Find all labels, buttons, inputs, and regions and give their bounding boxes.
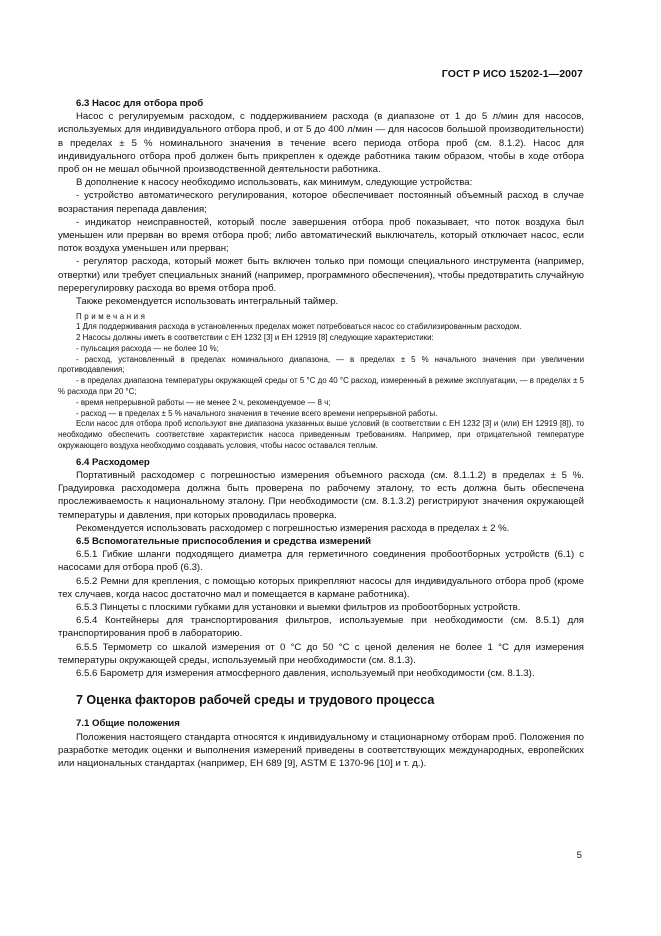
paragraph: 6.5.3 Пинцеты с плоскими губками для установки и выемки фильтров из пробоотборных устройств. bbox=[76, 602, 521, 614]
note-text: - время непрерывной работы — не менее 2 ч, рекомендуемое — 8 ч; bbox=[76, 397, 331, 407]
page-number: 5 bbox=[576, 850, 582, 861]
note-text: 1 Для поддерживания расхода в установленных пределах может потребоваться насос со стабилизированным расходом. bbox=[76, 322, 522, 332]
paragraph: 6.5.1 Гибкие шланги подходящего диаметра для герметичного соединения пробоотборных устройств (6.1) с насосами для отбора проб (6.3). bbox=[58, 549, 584, 574]
paragraph: В дополнение к насосу необходимо использовать, как минимум, следующие устройства: bbox=[76, 177, 473, 189]
notes-title: Примечания bbox=[76, 312, 148, 322]
paragraph: 6.5.6 Барометр для измерения атмосферного давления, используемый при необходимости (см. 8.1.3). bbox=[76, 668, 535, 680]
standard-header: ГОСТ Р ИСО 15202-1—2007 bbox=[441, 68, 583, 80]
note-text: - расход — в пределах ± 5 % начального значения в течение всего времени непрерывной работы. bbox=[76, 408, 438, 418]
section-heading: 6.5 Вспомогательные приспособления и средства измерений bbox=[76, 536, 372, 548]
section-heading: 6.3 Насос для отбора проб bbox=[76, 98, 204, 109]
paragraph: Положения настоящего стандарта относятся к индивидуальному и стационарному отборам проб. Положения по разработке методик оценки и выполнения измерений приведены в соответствующих международных, европейских или национальных стандартах (например, ЕН 689 [9], ASTM E 1370-96 [10] и т. д.). bbox=[58, 731, 584, 770]
paragraph: Рекомендуется использовать расходомер с погрешностью измерения расхода в пределах ± 2 %. bbox=[76, 522, 510, 534]
note-text: Если насос для отбора проб используют вне диапазона указанных выше условий (в соответствии с ЕН 1232 [3] и (или) ЕН 12919 [8]), то необходимо обеспечить соответствие характеристик насоса приведенным требованиям. Например, при отрицательной температуре окружающего воздуха необходимо создавать условия, чтобы насос оставался теплым. bbox=[58, 419, 584, 451]
paragraph: 6.5.4 Контейнеры для транспортирования фильтров, используемые при необходимости (см. 8.5.1) для транспортирования проб в лабораторию. bbox=[58, 615, 584, 640]
document-body bbox=[58, 97, 584, 770]
paragraph: Также рекомендуется использовать интегральный таймер. bbox=[76, 296, 339, 308]
paragraph: 6.5.5 Термометр со шкалой измерения от 0 °С до 50 °С с ценой деления не более 1 °С для измерения температуры окружающей среды, используемый при необходимости (см. 8.1.3). bbox=[58, 641, 584, 666]
paragraph: Насос с регулируемым расходом, с поддерживанием расхода (в диапазоне от 1 до 5 л/мин для насосов, используемых для индивидуального отбора проб, и от 5 до 400 л/мин — для насосов большой производительности) в пределах ± 5 % номинального значения в течение всего периода отбора проб (см. 8.1.2). Насос для индивидуального отбора проб должен быть прикреплен к одежде работника таким образом, чтобы в ходе отбора проб он не мешал обычной производственной деятельности работника. bbox=[58, 111, 584, 176]
note-text: - пульсация расхода — не более 10 %; bbox=[76, 343, 219, 353]
paragraph: - индикатор неисправностей, который после завершения отбора проб показывает, что поток воздуха был уменьшен или прерван во время отбора проб; либо автоматический выключатель, который отключает насос, если поток воздуха уменьшен или прерван; bbox=[58, 216, 584, 255]
note-text: - расход, установленный в пределах номинального диапазона, — в пределах ± 5 % начального значения при увеличении противодавления; bbox=[58, 354, 584, 375]
paragraph: 6.5.2 Ремни для крепления, с помощью которых прикрепляют насосы для индивидуального отбора проб (кроме тех случаев, когда насос достаточно мал и помещается в кармане работника). bbox=[58, 575, 584, 600]
note-text: - в пределах диапазона температуры окружающей среды от 5 °С до 40 °С расход, измеренный в режиме эксплуатации, — в пределах ± 5 % расхода при 20 °С; bbox=[58, 376, 584, 397]
paragraph: - регулятор расхода, который может быть включен только при помощи специального инструмента (например, отвертки) или требует специальных знаний (например, программного обеспечения), чтобы предотвратить случайную перерегулировку расхода во время отбора проб. bbox=[58, 256, 584, 294]
paragraph: Портативный расходомер с погрешностью измерения объемного расхода (см. 8.1.1.2) в пределах ± 5 %. Градуировка расходомера должна быть проверена по рабочему эталону, то есть должна быть обеспечена прослеживаемость к национальному эталону. При необходимости (см. 8.1.3.2) регистрируют значения окружающей температуры и давления, при которых проводилась проверка. bbox=[58, 470, 584, 521]
note-text: 2 Насосы должны иметь в соответствии с ЕН 1232 [3] и ЕН 12919 [8] следующие характеристики: bbox=[76, 333, 434, 343]
paragraph: - устройство автоматического регулирования, которое обеспечивает постоянный объемный расход в случае возрастания перепада давления; bbox=[58, 190, 584, 215]
chapter-heading: 7 Оценка факторов рабочей среды и трудового процесса bbox=[76, 693, 435, 708]
section-heading: 7.1 Общие положения bbox=[76, 718, 180, 730]
section-heading: 6.4 Расходомер bbox=[76, 456, 150, 468]
